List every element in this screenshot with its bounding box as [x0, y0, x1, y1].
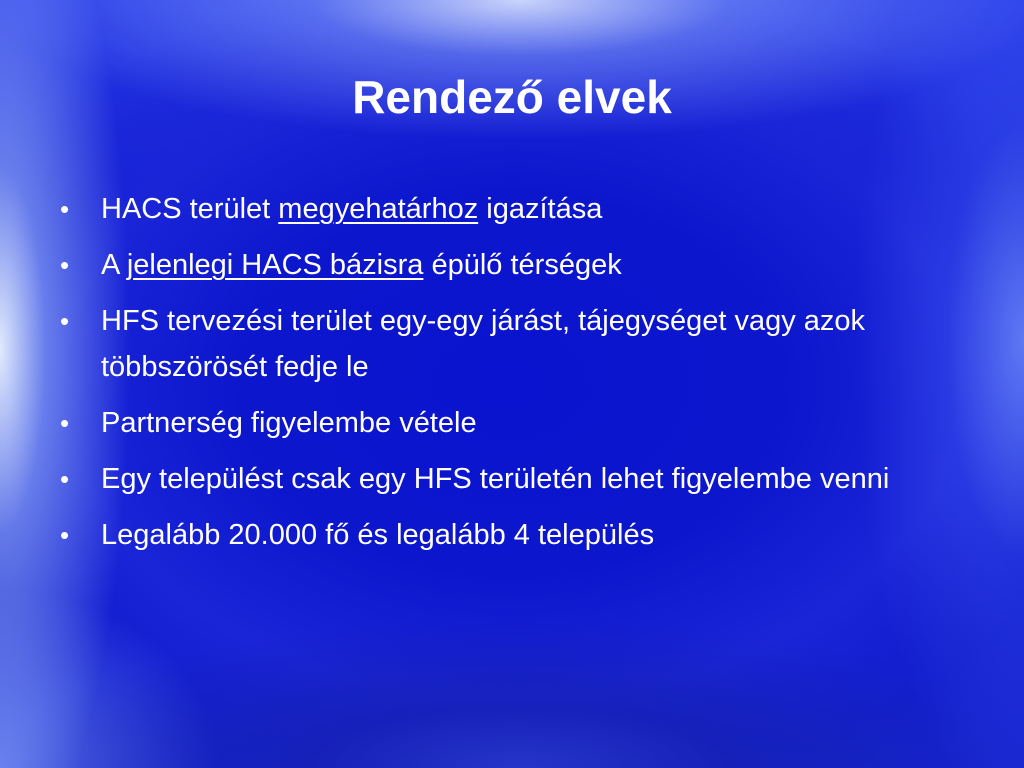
bullet-item-6 — [56, 512, 976, 558]
bullet-text: HFS tervezési terület egy-egy járást, tájegységet vagy azok többszörösét fedje le — [101, 305, 866, 383]
bullet-text-after: igazítása — [478, 193, 603, 225]
bullet-list — [56, 186, 976, 568]
bullet-dot-icon: • — [60, 408, 70, 438]
bullet-dot-icon: • — [60, 250, 70, 280]
slide-title: Rendező elvek — [352, 71, 672, 123]
bullet-dot-icon: • — [60, 520, 70, 550]
bullet-item-2 — [56, 242, 976, 288]
bullet-item-3 — [56, 298, 976, 390]
bullet-dot-icon: • — [60, 464, 70, 494]
underlined-link[interactable]: megyehatárhoz — [278, 193, 479, 225]
bullet-text: Partnerség figyelembe vétele — [101, 407, 477, 439]
underlined-link[interactable]: jelenlegi HACS bázisra — [126, 249, 424, 281]
bullet-text: Legalább 20.000 fő és legalább 4 település — [101, 519, 655, 551]
bullet-text-after: épülő térségek — [423, 249, 622, 281]
bullet-text-before: HACS terület — [101, 193, 279, 225]
bullet-dot-icon: • — [60, 306, 70, 336]
bullet-item-1 — [56, 186, 976, 232]
bullet-text-before: A — [101, 249, 127, 281]
bullet-item-4 — [56, 400, 976, 446]
bullet-item-5 — [56, 456, 976, 502]
bullet-text: Egy települést csak egy HFS területén lehet figyelembe venni — [101, 463, 890, 495]
bullet-dot-icon: • — [60, 194, 70, 224]
